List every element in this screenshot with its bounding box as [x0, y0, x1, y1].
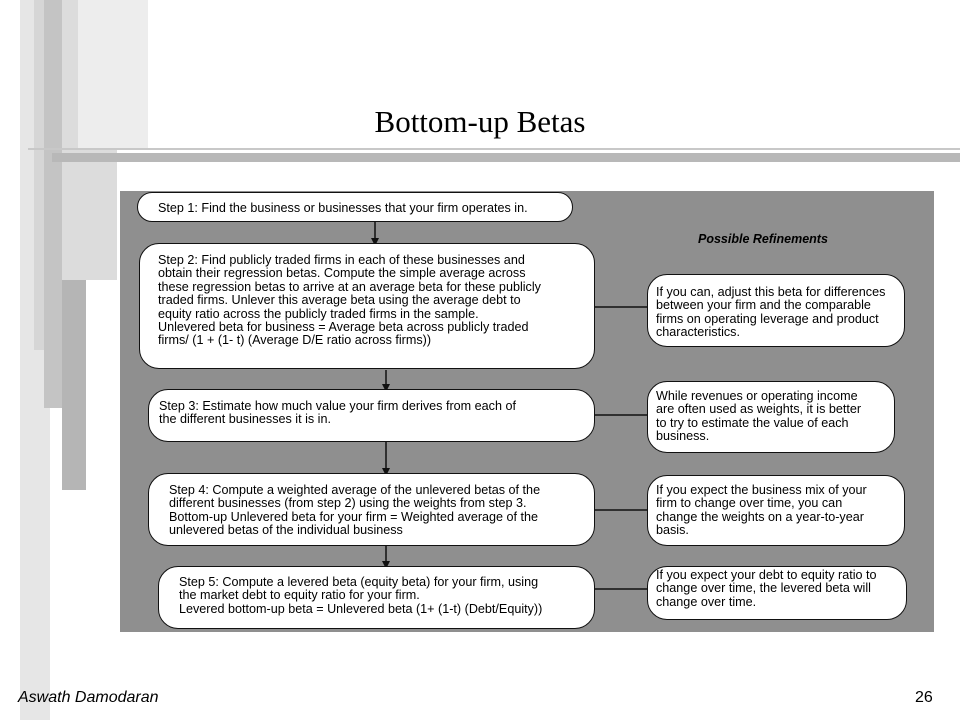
- footer-author: Aswath Damodaran: [18, 689, 159, 706]
- refinement-1-box: If you can, adjust this beta for differences between your firm and the comparable firms on operating leverage and product characteristics.: [647, 274, 905, 347]
- refinement-2-box: While revenues or operating income are often used as weights, it is better to try to estimate the value of each business.: [647, 381, 895, 453]
- refinement-3-box: If you expect the business mix of your firm to change over time, you can change the weights on a year-to-year basis.: [647, 475, 905, 546]
- slide-title: Bottom-up Betas: [374, 104, 586, 139]
- page-number: 26: [915, 689, 933, 706]
- step-3-box: Step 3: Estimate how much value your firm derives from each of the different businesses it is in.: [148, 389, 595, 442]
- step-5-box: Step 5: Compute a levered beta (equity beta) for your firm, using the market debt to equity ratio for your firm. Levered bottom-up beta = Unlevered beta (1+ (1-t) (Debt/Equity)): [158, 566, 595, 629]
- step-1-box: Step 1: Find the business or businesses that your firm operates in.: [137, 192, 573, 222]
- step-4-box: Step 4: Compute a weighted average of the unlevered betas of the different businesses (from step 2) using the weights from step 3. Bottom-up Unlevered beta for your firm = Weighted average of the unlevered betas of the individual business: [148, 473, 595, 546]
- step-2-box: Step 2: Find publicly traded firms in each of these businesses and obtain their regression betas. Compute the simple average across these regression betas to arrive at an average beta for these publicly traded firms. Unlever this average beta using the average debt to equity ratio across the publicly traded firms in the sample. Unlevered beta for business = Average beta across publicly traded firms/ (1 + (1- t) (Average D/E ratio across firms)): [139, 243, 595, 369]
- refinement-4-box: If you expect your debt to equity ratio to change over time, the levered beta will change over time.: [647, 566, 907, 620]
- refinements-heading: Possible Refinements: [698, 232, 828, 246]
